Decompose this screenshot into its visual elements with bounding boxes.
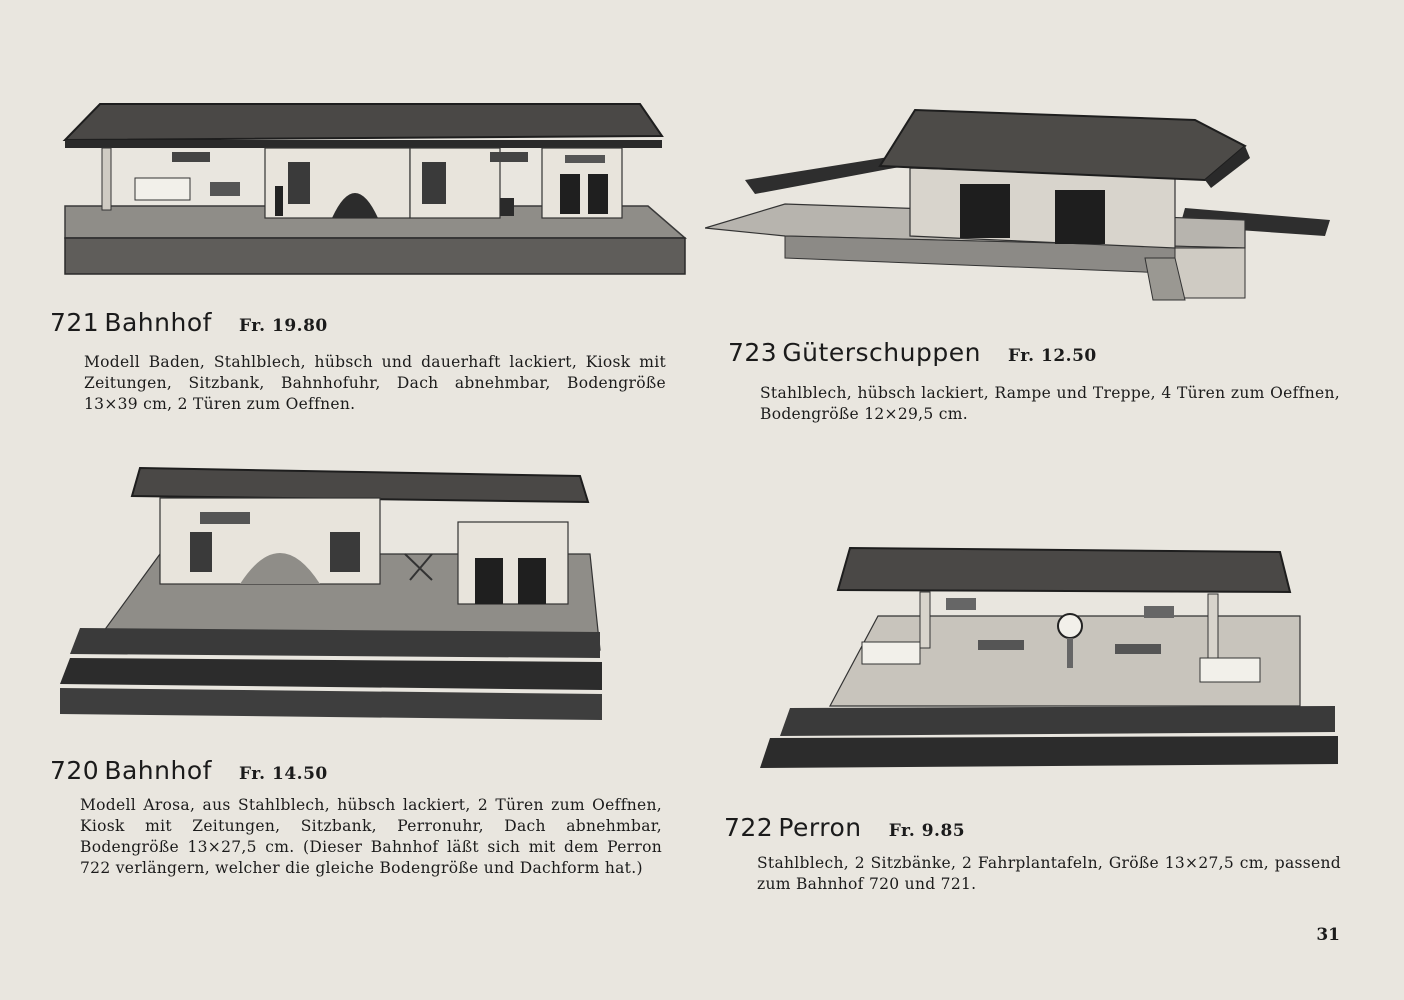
- item-721-heading: [50, 308, 328, 337]
- item-722-heading: [724, 813, 965, 842]
- item-720-description: Modell Arosa, aus Stahlblech, hübsch lackiert, 2 Türen zum Oeffnen, Kiosk mit Zeitungen, Sitzbank, Perronuhr, Dach abnehmbar, Bodengröße 13×27,5 cm. (Dieser Bahnhof läßt sich mit dem Perron 722 verlängern, welcher die gleiche Bodengröße und Dachform hat.): [80, 796, 662, 877]
- illustration-723-gueterschuppen: [705, 108, 1335, 308]
- item-720-title-name: Bahnhof: [104, 756, 212, 785]
- item-722-title-number: 722: [724, 813, 774, 842]
- item-722-description: Stahlblech, 2 Sitzbänke, 2 Fahrplantafeln, Größe 13×27,5 cm, passend zum Bahnhof 720 und 721.: [757, 854, 1341, 893]
- item-721-title-name: Bahnhof: [104, 308, 212, 337]
- illustration-720-bahnhof: [60, 462, 620, 726]
- item-721-description: Modell Baden, Stahlblech, hübsch und dauerhaft lackiert, Kiosk mit Zeitungen, Sitzbank, Bahnhofuhr, Dach abnehmbar, Bodengröße 13×39 cm, 2 Türen zum Oeffnen.: [84, 353, 666, 413]
- item-721-title-number: 721: [50, 308, 100, 337]
- item-723-title-name: Güterschuppen: [782, 338, 981, 367]
- illustration-722-perron: [760, 546, 1340, 774]
- item-721-price: Fr. 19.80: [239, 316, 328, 336]
- item-722-price: Fr. 9.85: [888, 821, 966, 841]
- item-723-title-number: 723: [728, 338, 778, 367]
- item-720-title-number: 720: [50, 756, 100, 785]
- item-720-heading: [50, 756, 328, 785]
- item-723-heading: [728, 338, 1097, 367]
- item-722-title-name: Perron: [778, 813, 862, 842]
- page-number: 31: [1316, 925, 1340, 945]
- item-723-description: Stahlblech, hübsch lackiert, Rampe und Treppe, 4 Türen zum Oeffnen, Bodengröße 12×29,5 cm.: [760, 384, 1340, 423]
- item-723-price: Fr. 12.50: [1008, 346, 1097, 366]
- illustration-721-bahnhof: [60, 98, 690, 280]
- item-720-price: Fr. 14.50: [239, 764, 328, 784]
